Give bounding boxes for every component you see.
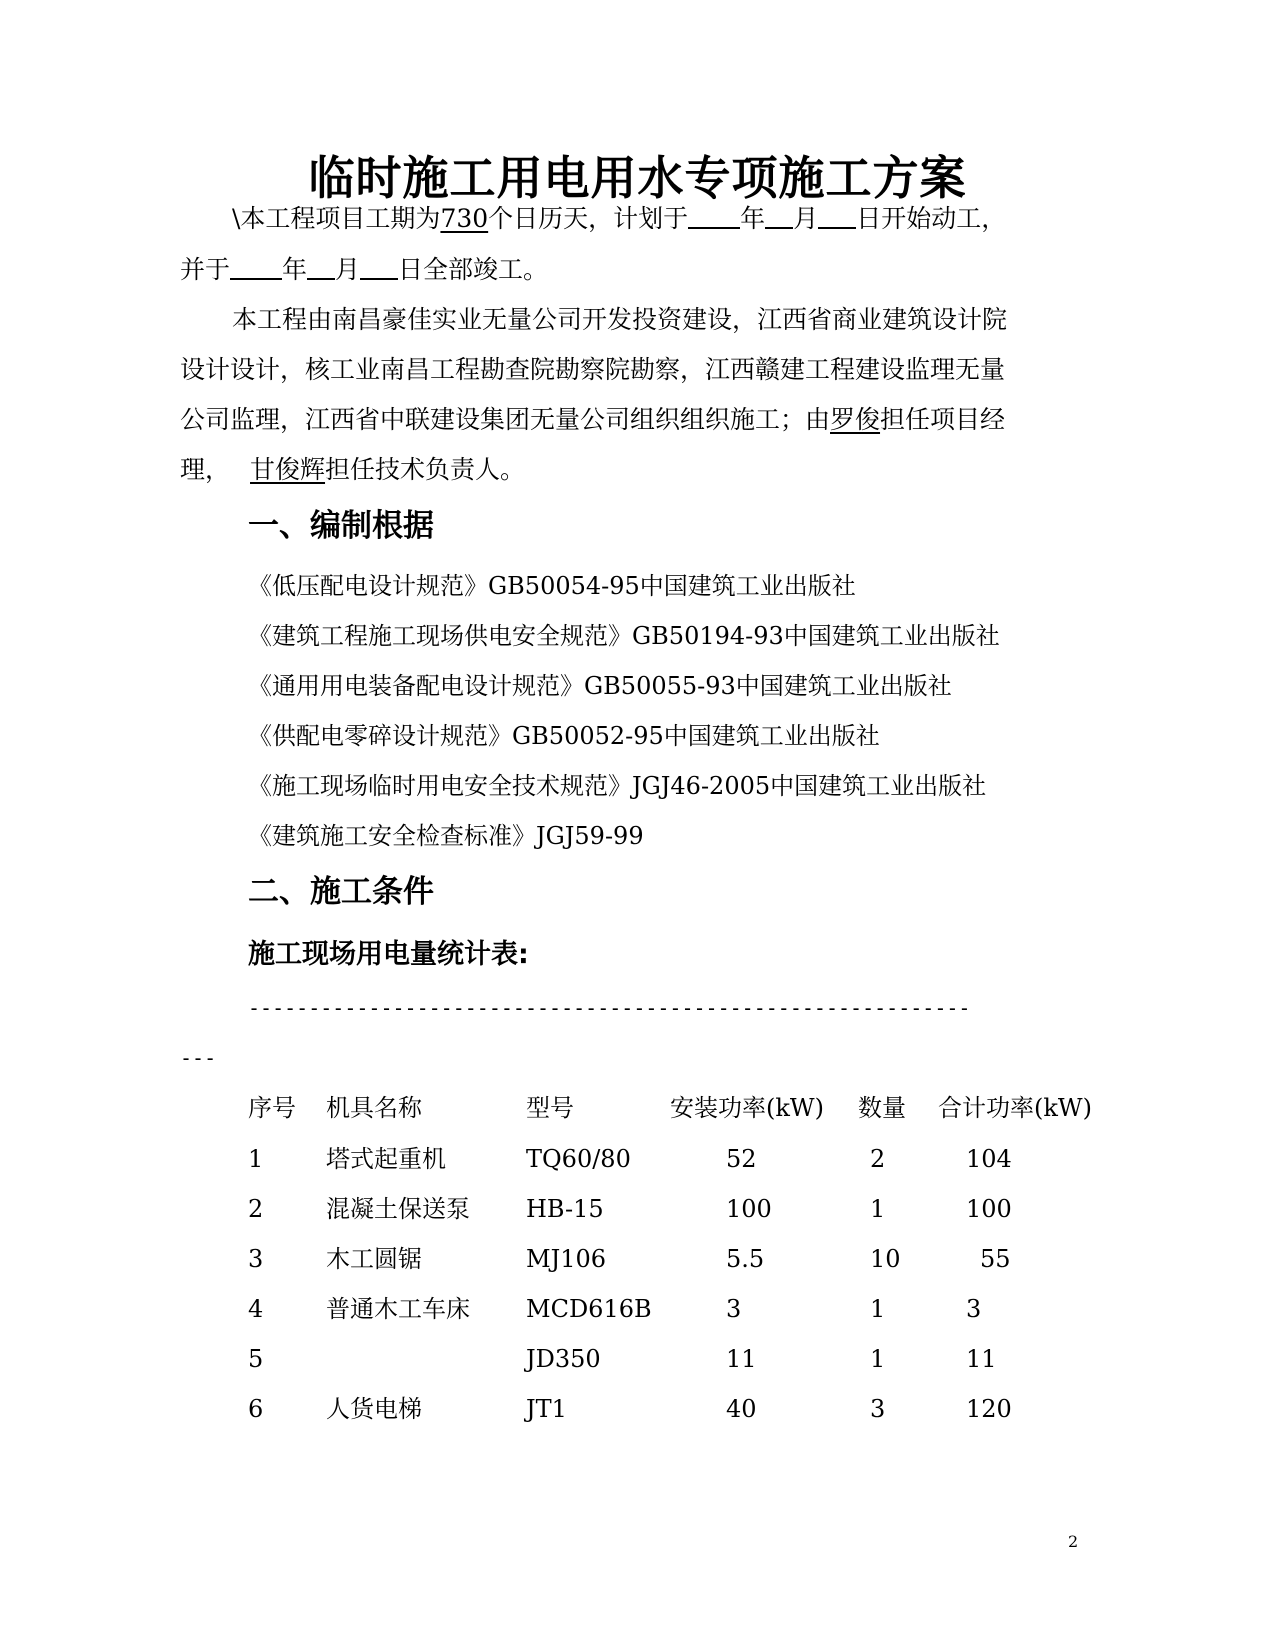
end-day-blank [360, 254, 398, 280]
project-manager-name: 罗俊 [830, 405, 881, 434]
table-cell-installed-power: 40 [726, 1395, 757, 1423]
table-header-quantity: 数量 [858, 1094, 906, 1122]
table-cell-index: 5 [248, 1345, 264, 1373]
section-heading-conditions: 二、施工条件 [248, 874, 434, 910]
table-cell-name: 人货电梯 [326, 1395, 422, 1423]
table-cell-installed-power: 100 [726, 1195, 772, 1223]
document-title: 临时施工用电用水专项施工方案 [308, 151, 967, 205]
reference-item: 《低压配电设计规范》GB50054-95中国建筑工业出版社 [248, 572, 856, 600]
technical-lead-name: 甘俊辉 [250, 455, 326, 484]
intro-line-6: 理， 甘俊辉担任技术负责人。 [180, 455, 526, 484]
intro-line-3: 本工程由南昌豪佳实业无量公司开发投资建设，江西省商业建筑设计院 [232, 305, 1008, 334]
table-cell-index: 2 [248, 1195, 264, 1223]
table-header-model: 型号 [526, 1094, 574, 1122]
table-cell-index: 4 [248, 1295, 264, 1323]
intro-line-2: 并于 年 月 日全部竣工。 [180, 255, 549, 284]
reference-item: 《供配电零碎设计规范》GB50052-95中国建筑工业出版社 [248, 722, 880, 750]
table-header-index: 序号 [248, 1094, 296, 1122]
start-month-blank [765, 203, 793, 229]
dash-separator: ------------------------------------------------------------ [248, 996, 971, 1020]
table-cell-quantity: 1 [870, 1195, 886, 1223]
table-cell-installed-power: 3 [726, 1295, 742, 1323]
duration-days: 730 [440, 204, 489, 233]
table-cell-name: 塔式起重机 [326, 1145, 446, 1173]
table-cell-total-power: 120 [966, 1395, 1012, 1423]
table-cell-model: MCD616B [526, 1295, 652, 1323]
table-cell-model: TQ60/80 [526, 1145, 631, 1173]
table-cell-quantity: 1 [870, 1345, 886, 1373]
table-cell-name: 木工圆锯 [326, 1245, 422, 1273]
reference-item: 《建筑施工安全检查标准》JGJ59-99 [248, 822, 644, 850]
table-cell-model: HB-15 [526, 1195, 604, 1223]
start-day-blank [818, 203, 856, 229]
section-heading-basis: 一、编制根据 [248, 508, 434, 544]
table-cell-total-power: 55 [980, 1245, 1011, 1273]
table-cell-quantity: 10 [870, 1245, 901, 1273]
table-header-total-power: 合计功率(kW) [938, 1094, 1092, 1122]
table-cell-name: 混凝土保送泵 [326, 1195, 470, 1223]
table-cell-model: JD350 [526, 1345, 601, 1373]
table-cell-installed-power: 52 [726, 1145, 757, 1173]
intro-line-1: \本工程项目工期为730个日历天，计划于 年 月 日开始动工， [232, 204, 1007, 233]
table-header-name: 机具名称 [326, 1094, 422, 1122]
reference-item: 《施工现场临时用电安全技术规范》JGJ46-2005中国建筑工业出版社 [248, 772, 987, 800]
reference-item: 《通用用电装备配电设计规范》GB50055-93中国建筑工业出版社 [248, 672, 952, 700]
end-year-blank [230, 254, 282, 280]
table-cell-total-power: 100 [966, 1195, 1012, 1223]
table-cell-model: JT1 [526, 1395, 567, 1423]
table-cell-index: 3 [248, 1245, 264, 1273]
table-cell-installed-power: 5.5 [726, 1245, 765, 1273]
start-year-blank [688, 203, 740, 229]
intro-line-4: 设计设计，核工业南昌工程勘查院勘察院勘察，江西赣建工程建设监理无量 [180, 355, 1006, 384]
page-number: 2 [1068, 1532, 1079, 1551]
table-cell-index: 1 [248, 1145, 264, 1173]
table-cell-model: MJ106 [526, 1245, 607, 1273]
table-title: 施工现场用电量统计表: [248, 939, 529, 970]
intro-line-5: 公司监理，江西省中联建设集团无量公司组织组织施工；由罗俊担任项目经 [180, 405, 1006, 434]
table-cell-quantity: 3 [870, 1395, 886, 1423]
table-cell-total-power: 3 [966, 1295, 982, 1323]
table-cell-total-power: 11 [966, 1345, 997, 1373]
table-cell-total-power: 104 [966, 1145, 1012, 1173]
table-cell-quantity: 1 [870, 1295, 886, 1323]
dash-separator-continued: --- [180, 1046, 217, 1070]
table-cell-index: 6 [248, 1395, 264, 1423]
reference-item: 《建筑工程施工现场供电安全规范》GB50194-93中国建筑工业出版社 [248, 622, 1000, 650]
table-cell-name: 普通木工车床 [326, 1295, 470, 1323]
table-cell-quantity: 2 [870, 1145, 886, 1173]
table-header-installed-power: 安装功率(kW) [670, 1094, 824, 1122]
end-month-blank [307, 254, 335, 280]
table-cell-installed-power: 11 [726, 1345, 757, 1373]
